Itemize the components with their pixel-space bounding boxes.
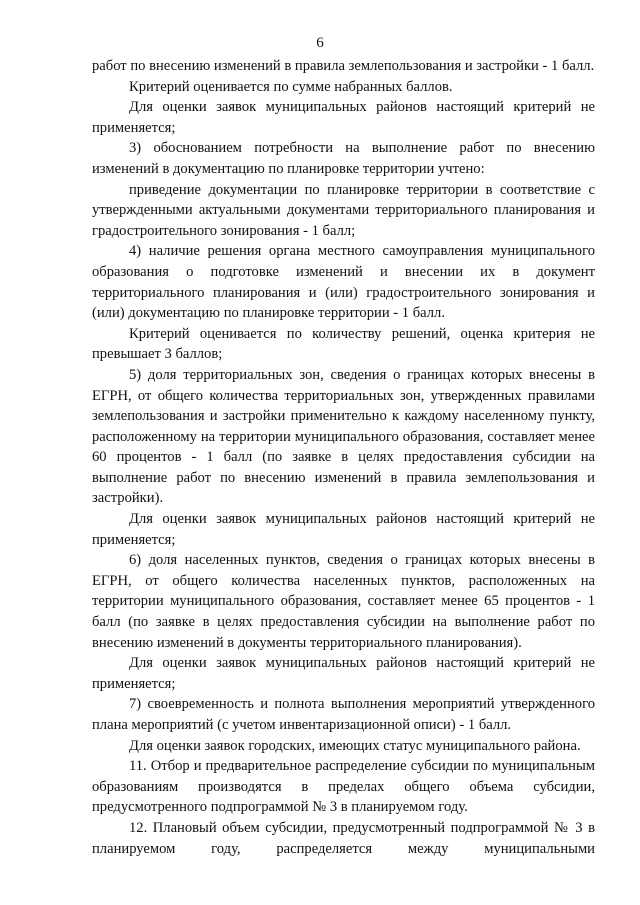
page-number: 6 [316, 35, 324, 51]
document-body [92, 56, 595, 859]
paragraph-item-3: 3) обоснованием потребности на выполнение работ по внесению изменений в документацию по планировке территории учтено: [92, 140, 595, 177]
paragraph-criterion-decisions-note: Критерий оценивается по количеству решений, оценка критерия не превышает 3 баллов; [92, 325, 595, 363]
paragraph-districts-not-applied-2: Для оценки заявок муниципальных районов настоящий критерий не применяется; [92, 511, 595, 548]
paragraph-section-12: 12. Плановый объем субсидии, предусмотренный подпрограммой № 3 в планируемом году, распределяется между муниципальными [92, 819, 595, 857]
paragraph-item-7: 7) своевременность и полнота выполнения мероприятий утвержденного плана мероприятий (с учетом инвентаризационной описи) - 1 балл. [92, 696, 595, 733]
paragraph-continuation: работ по внесению изменений в правила землепользования и застройки - 1 балл. [92, 58, 595, 74]
paragraph-item-3-detail: приведение документации по планировке территории в соответствие с утвержденными актуальными документами территориального планирования и градостроительного зонирования - 1 балл; [92, 181, 595, 239]
paragraph-districts-not-applied-1: Для оценки заявок муниципальных районов настоящий критерий не применяется; [92, 99, 595, 136]
paragraph-urban-districts-note: Для оценки заявок городских, имеющих статус муниципального района. [129, 737, 581, 754]
paragraph-item-5: 5) доля территориальных зон, сведения о границах которых внесены в ЕГРН, от общего количества территориальных зон, утвержденных правилами землепользования и застройки применительно к каждому населенному пункту, расположенному на территории муниципального образования, составляет менее 60 процентов - 1 балл (по заявке в целях предоставления субсидии на выполнение работ по внесению изменений в правила землепользования и застройки). [92, 366, 595, 507]
paragraph-item-6: 6) доля населенных пунктов, сведения о границах которых внесены в ЕГРН, от общего количества населенных пунктов, расположенных на территории муниципального образования, составляет менее 65 процентов - 1 балл (по заявке в целях предоставления субсидии на выполнение работ по внесению изменений в документы территориального планирования). [92, 552, 595, 651]
paragraph-districts-not-applied-3: Для оценки заявок муниципальных районов настоящий критерий не применяется; [92, 655, 595, 692]
paragraph-criterion-sum-note: Критерий оценивается по сумме набранных баллов. [129, 78, 453, 95]
paragraph-item-4: 4) наличие решения органа местного самоуправления муниципального образования о подготовке изменений и внесении их в документ территориального планирования и (или) градостроительного зонирования и (или) документацию по планировке территории - 1 балл. [92, 243, 595, 322]
paragraph-section-11: 11. Отбор и предварительное распределение субсидии по муниципальным образованиям производятся в пределах общего объема субсидии, предусмотренного подпрограммой № 3 в планируемом году. [92, 758, 595, 816]
